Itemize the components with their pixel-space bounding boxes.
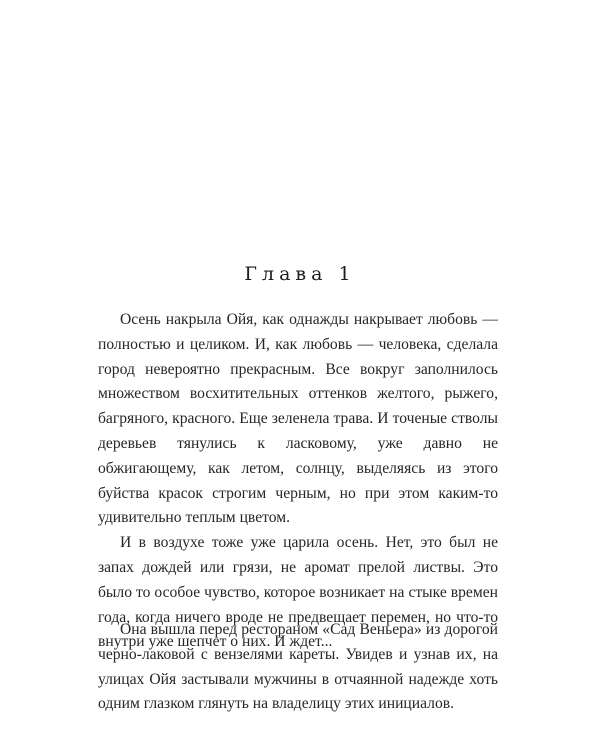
text-block-scene xyxy=(98,618,498,717)
text-block-main xyxy=(98,308,498,655)
chapter-title: Глава 1 xyxy=(244,263,356,285)
paragraph-3: Она вышла перед рестораном «Сад Веньера» из дорогой черно-лаковой с вензелями кареты. Увидев и узнав их, на улицах Ойя застывали мужчины в отчаянной надежде хоть одним глазком глянуть на владелицу этих инициалов. xyxy=(98,621,498,713)
paragraph-1: Осень накрыла Ойя, как однажды накрывает любовь — полностью и целиком. И, как любовь — человека, сделала город невероятно прекрасным. Все вокруг заполнилось множеством восхитительных оттенков желтого, рыжего, багряного, красного. Еще зеленела трава. И точеные стволы деревьев тянулись к ласковому, уже давно не обжигающему, как летом, солнцу, выделяясь из этого буйства красок строгим черным, но при этом каким-то удивительно теплым цветом. xyxy=(98,311,498,527)
paragraph-2: И в воздухе тоже уже царила осень. Нет, это был не запах дождей или грязи, не аромат прелой листвы. Это было то особое чувство, которое возникает на стыке времен года, когда ничего вроде не предвещает перемен, но что-то внутри уже шепчет о них. И ждет... xyxy=(98,534,498,651)
